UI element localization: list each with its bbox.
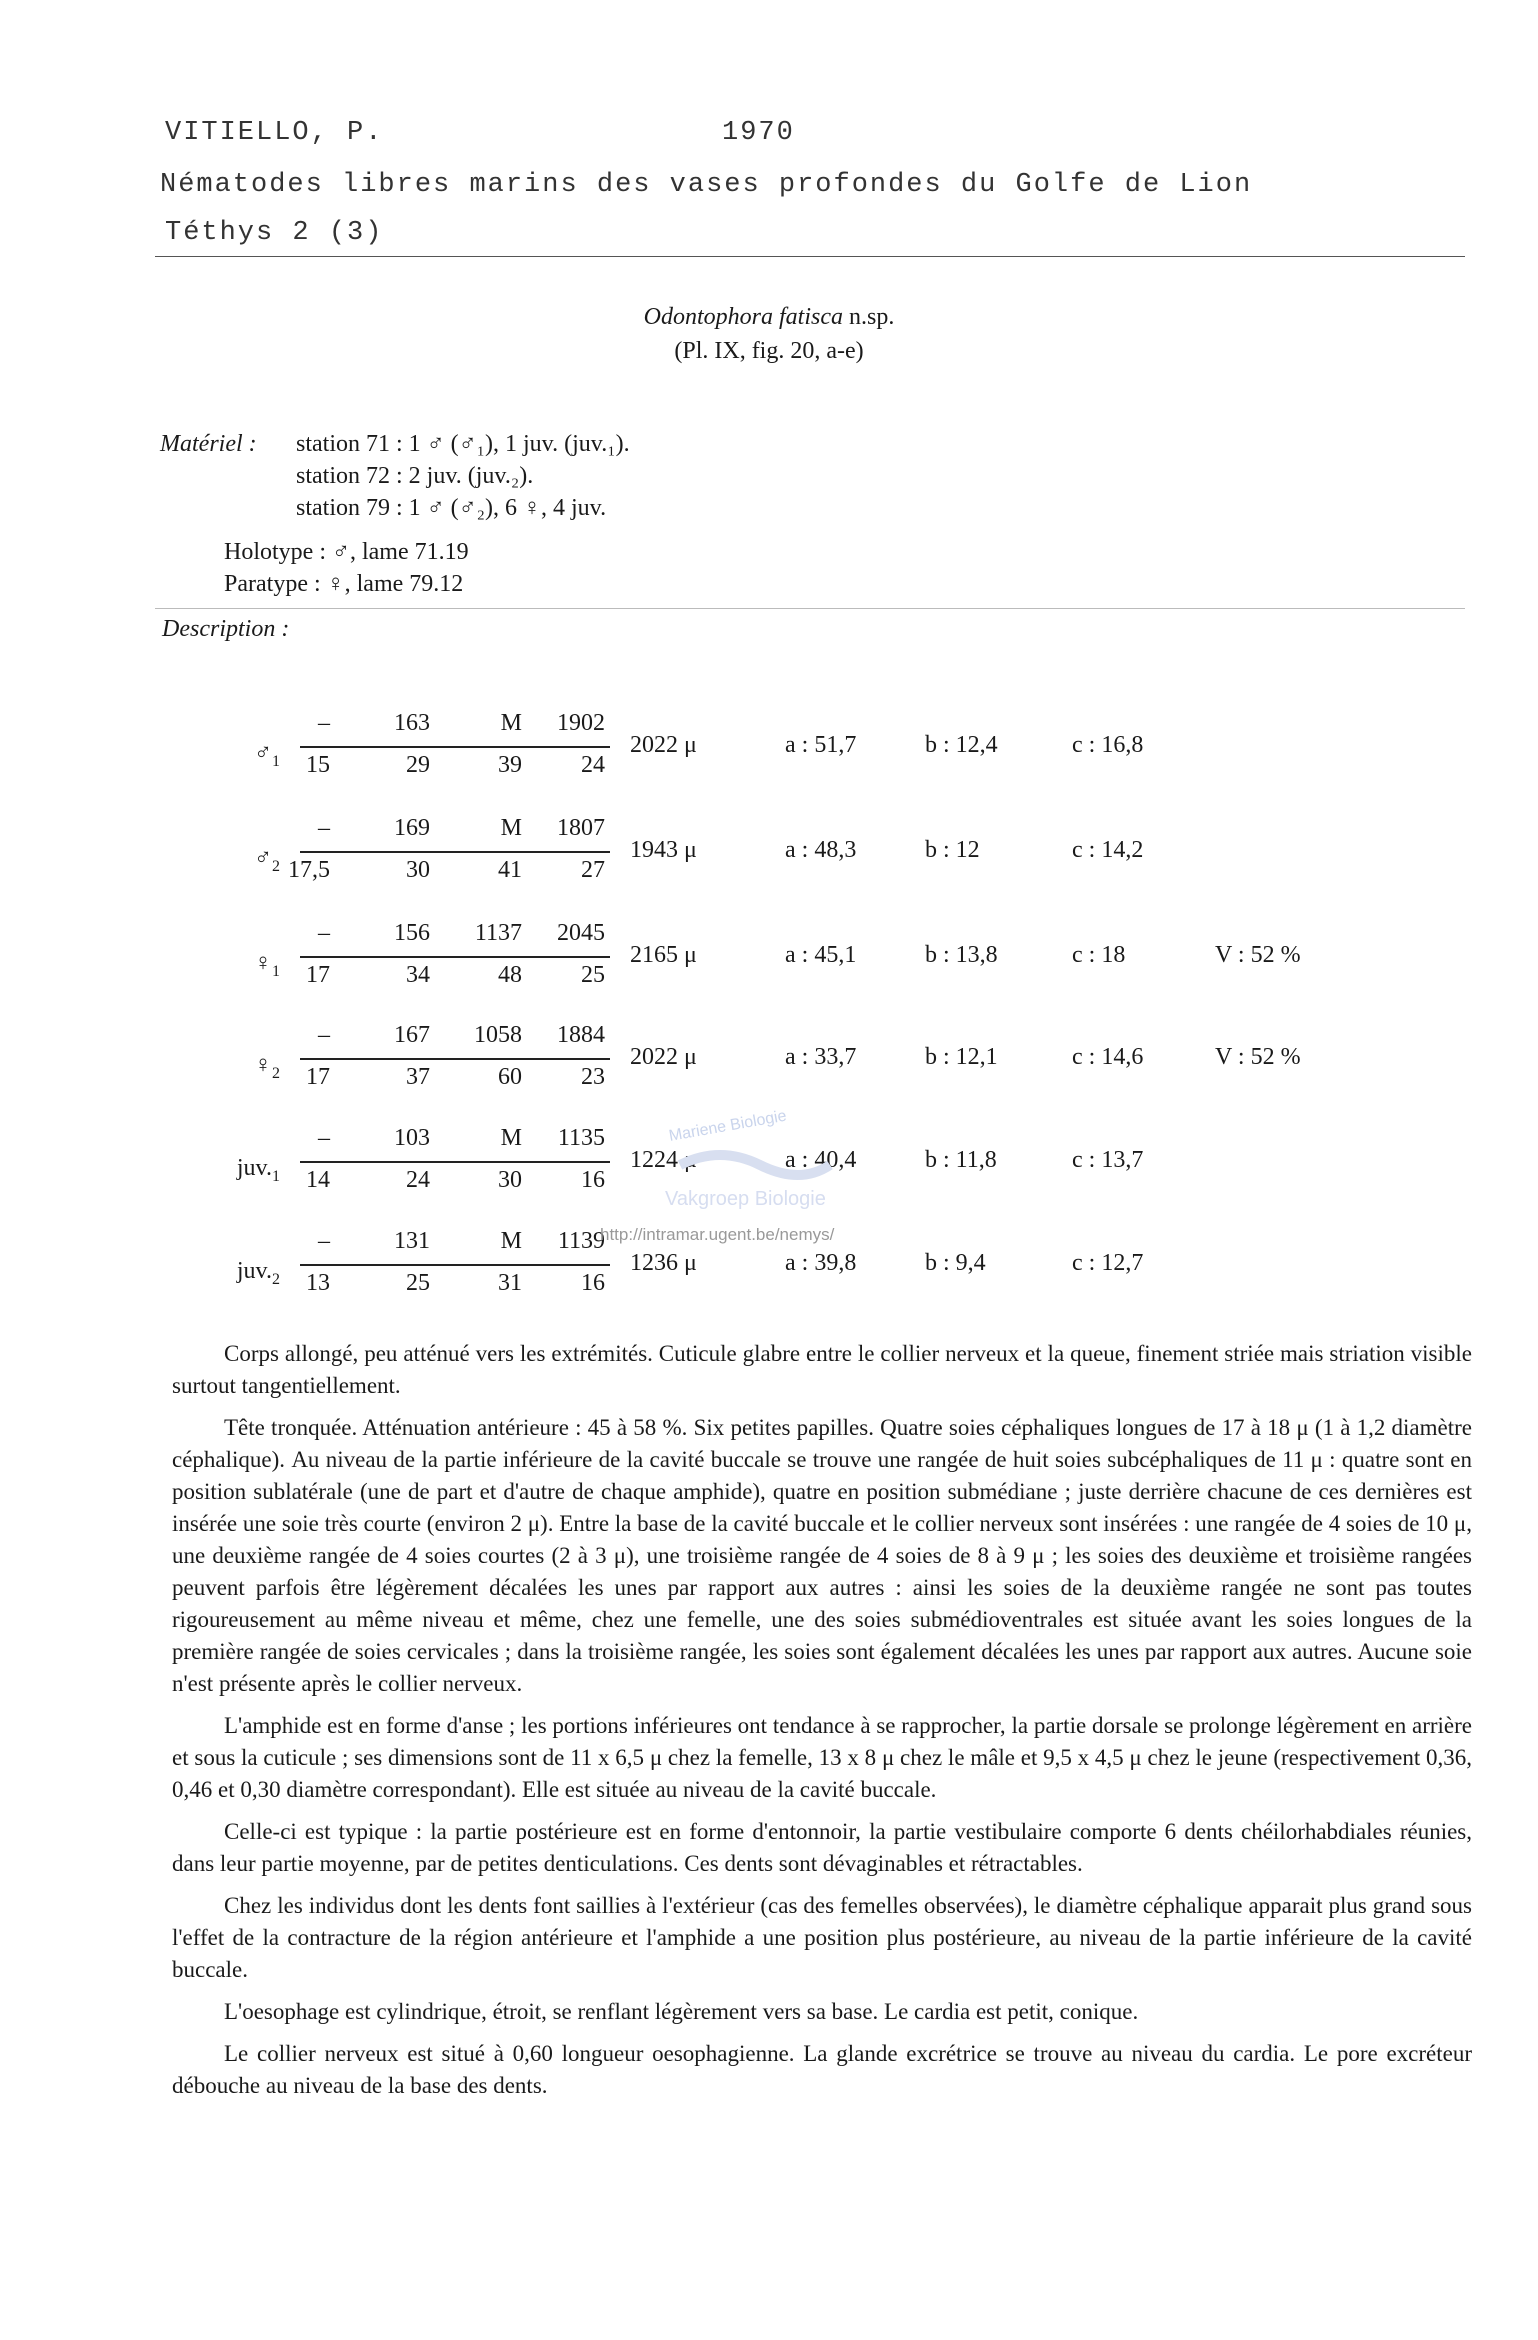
ratio-c: c : 12,7 — [1072, 1250, 1144, 1276]
fraction-bar — [300, 851, 610, 853]
holotype: Holotype : ♂, lame 71.19 — [224, 539, 469, 565]
numerator-value: 169 — [394, 815, 430, 841]
denominator-value: 13 — [306, 1270, 330, 1296]
publication-year: 1970 — [722, 118, 795, 148]
numerator-value: 156 — [394, 920, 430, 946]
measurement-row — [0, 1022, 1538, 1112]
denominator-value: 39 — [498, 752, 522, 778]
denominator-value: 37 — [406, 1064, 430, 1090]
numerator-value: 2045 — [557, 920, 605, 946]
ratio-c: c : 14,6 — [1072, 1044, 1144, 1070]
ratio-b: b : 11,8 — [925, 1147, 997, 1173]
specimen-symbol: ♀ — [254, 950, 272, 976]
specimen-symbol: ♂ — [254, 740, 272, 766]
ratio-c: c : 14,2 — [1072, 837, 1144, 863]
denominator-value: 25 — [406, 1270, 430, 1296]
numerator-value: M — [500, 710, 522, 736]
numerator-value: M — [500, 1228, 522, 1254]
denominator-value: 15 — [306, 752, 330, 778]
fraction-bar — [300, 1264, 610, 1266]
numerator-value: 1135 — [557, 1125, 605, 1151]
measurement-row — [0, 920, 1538, 1010]
numerator-value: – — [318, 710, 330, 736]
total-length: 1943 μ — [630, 837, 697, 863]
description-label: Description : — [162, 616, 290, 642]
ratio-c: c : 13,7 — [1072, 1147, 1144, 1173]
denominator-value: 30 — [498, 1167, 522, 1193]
measurement-row — [0, 815, 1538, 905]
specimen-index: 2 — [272, 1270, 280, 1288]
section-divider — [155, 608, 1465, 609]
fraction-bar — [300, 1161, 610, 1163]
ratio-c: c : 16,8 — [1072, 732, 1144, 758]
numerator-value: – — [318, 815, 330, 841]
denominator-value: 23 — [581, 1064, 605, 1090]
ratio-a: a : 39,8 — [785, 1250, 857, 1276]
material-line-2: station 72 : 2 juv. (juv.₂). — [296, 463, 534, 489]
specimen-index: 1 — [272, 752, 280, 770]
denominator-value: 17 — [306, 1064, 330, 1090]
numerator-value: – — [318, 1125, 330, 1151]
numerator-value: 1902 — [557, 710, 605, 736]
ratio-v: V : 52 % — [1215, 942, 1301, 968]
numerator-value: 1884 — [557, 1022, 605, 1048]
denominator-value: 24 — [406, 1167, 430, 1193]
specimen-index: 1 — [272, 962, 280, 980]
specimen-symbol: juv. — [236, 1155, 272, 1181]
denominator-value: 14 — [306, 1167, 330, 1193]
article-title: Nématodes libres marins des vases profondes du Golfe de Lion — [160, 170, 1253, 200]
fraction-bar — [300, 746, 610, 748]
specimen-symbol: ♀ — [254, 1052, 272, 1078]
material-line-1: station 71 : 1 ♂ (♂₁), 1 juv. (juv.₁). — [296, 431, 630, 457]
paragraph: Tête tronquée. Atténuation antérieure : 45 à 58 %. Six petites papilles. Quatre soies céphaliques longues de 17 à 18 μ (1 à 1,2 diamètre céphalique). Au niveau de la partie inférieure de la cavité buccale se trouve une rangée de huit soies subcéphaliques de 11 μ : quatre sont en position sublatérale (une de part et d'autre de chaque amphide), quatre en position submédiane ; juste derrière chacune de ces dernières est insérée une soie très courte (environ 2 μ). Entre la base de la cavité buccale et le collier nerveux sont insérées : une rangée de 4 soies de 10 μ, une deuxième rangée de 4 soies courtes (2 à 3 μ), une troisième rangée de 4 soies de 8 à 9 μ ; les soies des deuxième et troisième rangées peuvent parfois être légèrement décalées les unes par rapport aux autres : ainsi les soies de la deuxième rangée ne sont pas toutes rigoureusement au même niveau et même, chez une femelle, une des soies submédioventrales est située avant les soies longues de la première rangée de soies cervicales ; dans la troisième rangée, les soies sont également décalées les unes par rapport aux autres. Aucune soie n'est présente après le collier nerveux. — [172, 1415, 1472, 1696]
journal-reference: Téthys 2 (3) — [165, 218, 384, 248]
ratio-b: b : 12,1 — [925, 1044, 998, 1070]
fraction-bar — [300, 1058, 610, 1060]
denominator-value: 30 — [406, 857, 430, 883]
figure-reference: (Pl. IX, fig. 20, a-e) — [674, 338, 864, 364]
denominator-value: 27 — [581, 857, 605, 883]
material-line-3: station 79 : 1 ♂ (♂₂), 6 ♀, 4 juv. — [296, 495, 607, 521]
specimen-symbol: juv. — [236, 1258, 272, 1284]
watermark-logo — [660, 1105, 840, 1225]
watermark-url: http://intramar.ugent.be/nemys/ — [600, 1225, 835, 1244]
svg-text:Vakgroep Biologie: Vakgroep Biologie — [665, 1188, 826, 1210]
denominator-value: 17,5 — [288, 857, 330, 883]
numerator-value: 163 — [394, 710, 430, 736]
paragraph: L'amphide est en forme d'anse ; les portions inférieures ont tendance à se rapprocher, la partie dorsale se prolonge légèrement en arrière et sous la cuticule ; ses dimensions sont de 11 x 6,5 μ chez la femelle, 13 x 8 μ chez le mâle et 9,5 x 4,5 μ chez le jeune (respectivement 0,36, 0,46 et 0,30 diamètre correspondant). Elle est située au niveau de la cavité buccale. — [172, 1713, 1472, 1802]
total-length: 2165 μ — [630, 942, 697, 968]
numerator-value: – — [318, 920, 330, 946]
ratio-a: a : 45,1 — [785, 942, 857, 968]
numerator-value: 167 — [394, 1022, 430, 1048]
material-label: Matériel : — [160, 431, 257, 457]
ratio-b: b : 13,8 — [925, 942, 998, 968]
denominator-value: 24 — [581, 752, 605, 778]
total-length: 1224 μ — [630, 1147, 697, 1173]
species-heading — [0, 300, 1538, 368]
denominator-value: 25 — [581, 962, 605, 988]
body-text — [172, 1338, 1472, 2112]
fraction-bar — [300, 956, 610, 958]
denominator-value: 48 — [498, 962, 522, 988]
paragraph: Celle-ci est typique : la partie postérieure est en forme d'entonnoir, la partie vestibulaire comporte 6 dents chéilorhabdiales réunies, dans leur partie moyenne, par de petites denticulations. Ces dents sont dévaginables et rétractables. — [172, 1819, 1472, 1876]
numerator-value: 1137 — [474, 920, 522, 946]
numerator-value: 1139 — [557, 1228, 605, 1254]
author-name: VITIELLO, P. — [165, 118, 384, 148]
numerator-value: 131 — [394, 1228, 430, 1254]
ratio-b: b : 12 — [925, 837, 980, 863]
ratio-c: c : 18 — [1072, 942, 1126, 968]
ratio-b: b : 12,4 — [925, 732, 998, 758]
ratio-b: b : 9,4 — [925, 1250, 986, 1276]
species-suffix: n.sp. — [849, 304, 895, 330]
paragraph: L'oesophage est cylindrique, étroit, se renflant légèrement vers sa base. Le cardia est petit, conique. — [224, 1999, 1139, 2024]
specimen-index: 2 — [272, 857, 280, 875]
total-length: 1236 μ — [630, 1250, 697, 1276]
paragraph: Corps allongé, peu atténué vers les extrémités. Cuticule glabre entre le collier nerveux et la queue, finement striée mais striation visible surtout tangentiellement. — [172, 1341, 1472, 1398]
numerator-value: M — [500, 815, 522, 841]
denominator-value: 31 — [498, 1270, 522, 1296]
ratio-a: a : 40,4 — [785, 1147, 857, 1173]
denominator-value: 60 — [498, 1064, 522, 1090]
ratio-a: a : 33,7 — [785, 1044, 857, 1070]
ratio-a: a : 51,7 — [785, 732, 857, 758]
denominator-value: 29 — [406, 752, 430, 778]
numerator-value: M — [500, 1125, 522, 1151]
denominator-value: 34 — [406, 962, 430, 988]
denominator-value: 16 — [581, 1270, 605, 1296]
specimen-index: 1 — [272, 1167, 280, 1185]
ratio-v: V : 52 % — [1215, 1044, 1301, 1070]
paratype: Paratype : ♀, lame 79.12 — [224, 571, 464, 597]
numerator-value: 1058 — [474, 1022, 522, 1048]
svg-text:Mariene Biologie: Mariene Biologie — [667, 1107, 788, 1145]
denominator-value: 41 — [498, 857, 522, 883]
measurement-row — [0, 710, 1538, 800]
specimen-symbol: ♂ — [254, 845, 272, 871]
ratio-a: a : 48,3 — [785, 837, 857, 863]
total-length: 2022 μ — [630, 1044, 697, 1070]
header-divider — [155, 256, 1465, 257]
species-name: Odontophora fatisca — [643, 304, 843, 330]
specimen-index: 2 — [272, 1064, 280, 1082]
numerator-value: 1807 — [557, 815, 605, 841]
numerator-value: – — [318, 1228, 330, 1254]
numerator-value: – — [318, 1022, 330, 1048]
total-length: 2022 μ — [630, 732, 697, 758]
denominator-value: 17 — [306, 962, 330, 988]
paragraph: Chez les individus dont les dents font saillies à l'extérieur (cas des femelles observées), le diamètre céphalique apparait plus grand sous l'effet de la contracture de la région antérieure et l'amphide a une position plus postérieure, au niveau de la partie inférieure de la cavité buccale. — [172, 1893, 1472, 1982]
paragraph: Le collier nerveux est situé à 0,60 longueur oesophagienne. La glande excrétrice se trouve au niveau du cardia. Le pore excréteur débouche au niveau de la base des dents. — [172, 2041, 1472, 2098]
numerator-value: 103 — [394, 1125, 430, 1151]
denominator-value: 16 — [581, 1167, 605, 1193]
